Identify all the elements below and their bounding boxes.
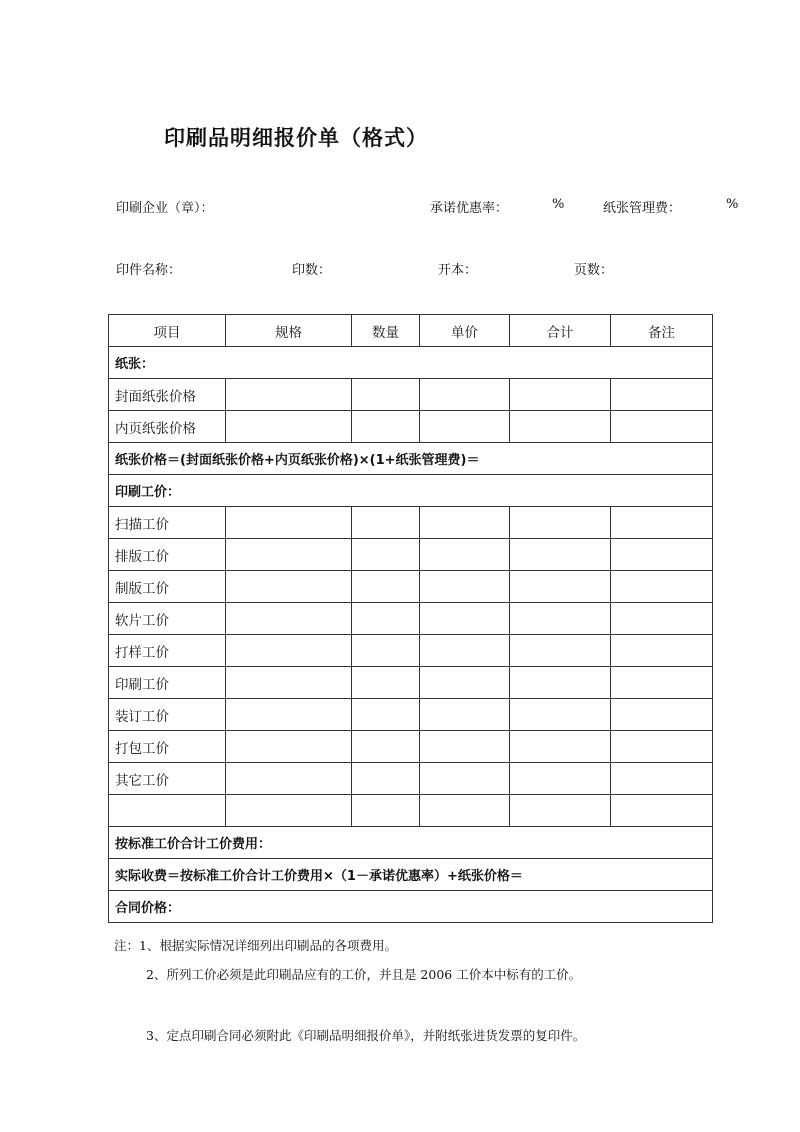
column-header: 合计 xyxy=(510,315,611,347)
row-label: 软片工价 xyxy=(109,603,226,635)
table-row xyxy=(109,795,713,827)
row-label: 打样工价 xyxy=(109,635,226,667)
cell xyxy=(611,571,713,603)
cell xyxy=(352,603,420,635)
cell xyxy=(420,699,510,731)
cell xyxy=(420,603,510,635)
row-label: 封面纸张价格 xyxy=(109,379,226,411)
section-label: 纸张： xyxy=(109,347,713,379)
table-row xyxy=(109,667,713,699)
table-row xyxy=(109,571,713,603)
print-qty-label: 印数： xyxy=(292,263,332,278)
discount-unit: % xyxy=(552,197,565,212)
cell xyxy=(226,507,352,539)
cell xyxy=(226,699,352,731)
cell xyxy=(226,411,352,443)
section-label: 印刷工价： xyxy=(109,475,713,507)
cell xyxy=(352,507,420,539)
actual-charge: 实际收费＝按标准工价合计工价费用×（1－承诺优惠率）+纸张价格＝ xyxy=(109,859,713,891)
cell xyxy=(352,635,420,667)
cell xyxy=(420,731,510,763)
cell xyxy=(611,507,713,539)
cell xyxy=(611,603,713,635)
cell xyxy=(611,699,713,731)
paper-fee-unit: % xyxy=(726,197,739,212)
cell xyxy=(352,795,420,827)
cell xyxy=(226,379,352,411)
cell xyxy=(226,667,352,699)
note-2: 2、所列工价必须是此印刷品应有的工价，并且是 2006 工价本中标有的工价。 xyxy=(146,967,582,982)
cell xyxy=(611,763,713,795)
row-label: 印刷工价 xyxy=(109,667,226,699)
table-row xyxy=(109,507,713,539)
cell xyxy=(510,763,611,795)
cell xyxy=(420,571,510,603)
row-label: 打包工价 xyxy=(109,731,226,763)
paper-section-row xyxy=(109,347,713,379)
cell xyxy=(420,379,510,411)
paper-formula: 纸张价格＝(封面纸张价格+内页纸张价格)×(1+纸张管理费)＝ xyxy=(109,443,713,475)
table-row xyxy=(109,603,713,635)
column-header: 单价 xyxy=(420,315,510,347)
cell xyxy=(352,667,420,699)
table-row xyxy=(109,731,713,763)
row-label: 装订工价 xyxy=(109,699,226,731)
cell xyxy=(420,411,510,443)
table-header-row xyxy=(109,315,713,347)
cell xyxy=(611,731,713,763)
cell xyxy=(510,635,611,667)
table-row xyxy=(109,699,713,731)
table-row xyxy=(109,379,713,411)
paper-formula-row xyxy=(109,443,713,475)
discount-label: 承诺优惠率： xyxy=(430,201,509,216)
cell xyxy=(226,795,352,827)
column-header: 备注 xyxy=(611,315,713,347)
cell xyxy=(510,603,611,635)
row-label: 内页纸张价格 xyxy=(109,411,226,443)
cell xyxy=(352,411,420,443)
row-label: 其它工价 xyxy=(109,763,226,795)
cell xyxy=(510,379,611,411)
contract-price-row xyxy=(109,891,713,923)
table-row xyxy=(109,635,713,667)
cell xyxy=(510,539,611,571)
cell xyxy=(510,411,611,443)
column-header: 规格 xyxy=(226,315,352,347)
cell xyxy=(420,667,510,699)
cell xyxy=(226,603,352,635)
cell xyxy=(226,763,352,795)
row-label xyxy=(109,795,226,827)
page-title: 印刷品明细报价单（格式） xyxy=(164,126,428,150)
format-label: 开本： xyxy=(438,263,478,278)
cell xyxy=(611,411,713,443)
table-row xyxy=(109,763,713,795)
cell xyxy=(420,795,510,827)
table-row xyxy=(109,539,713,571)
paper-fee-label: 纸张管理费： xyxy=(603,201,682,216)
pages-label: 页数： xyxy=(574,263,614,278)
column-header: 数量 xyxy=(352,315,420,347)
cell xyxy=(420,763,510,795)
standard-total-row xyxy=(109,827,713,859)
cell xyxy=(420,539,510,571)
column-header: 项目 xyxy=(109,315,226,347)
cell xyxy=(611,667,713,699)
note-3: 3、定点印刷合同必须附此《印刷品明细报价单》，并附纸张进货发票的复印件。 xyxy=(146,1028,586,1043)
cell xyxy=(510,795,611,827)
cell xyxy=(611,539,713,571)
cell xyxy=(420,507,510,539)
row-label: 扫描工价 xyxy=(109,507,226,539)
note-1: 注：1、根据实际情况详细列出印刷品的各项费用。 xyxy=(114,938,397,953)
cell xyxy=(420,635,510,667)
cell xyxy=(510,571,611,603)
cell xyxy=(510,699,611,731)
cell xyxy=(226,571,352,603)
quote-table xyxy=(108,314,713,923)
cell xyxy=(611,795,713,827)
cell xyxy=(611,379,713,411)
row-label: 排版工价 xyxy=(109,539,226,571)
cell xyxy=(352,699,420,731)
cell xyxy=(352,379,420,411)
cell xyxy=(611,635,713,667)
table-row xyxy=(109,411,713,443)
cell xyxy=(352,763,420,795)
cell xyxy=(352,539,420,571)
labor-section-row xyxy=(109,475,713,507)
cell xyxy=(226,731,352,763)
row-label: 制版工价 xyxy=(109,571,226,603)
cell xyxy=(510,507,611,539)
contract-price: 合同价格： xyxy=(109,891,713,923)
cell xyxy=(352,571,420,603)
cell xyxy=(510,667,611,699)
item-name-label: 印件名称： xyxy=(116,263,182,278)
cell xyxy=(510,731,611,763)
actual-charge-row xyxy=(109,859,713,891)
cell xyxy=(226,539,352,571)
cell xyxy=(226,635,352,667)
company-label: 印刷企业（章）： xyxy=(116,201,214,216)
cell xyxy=(352,731,420,763)
standard-total: 按标准工价合计工价费用： xyxy=(109,827,713,859)
